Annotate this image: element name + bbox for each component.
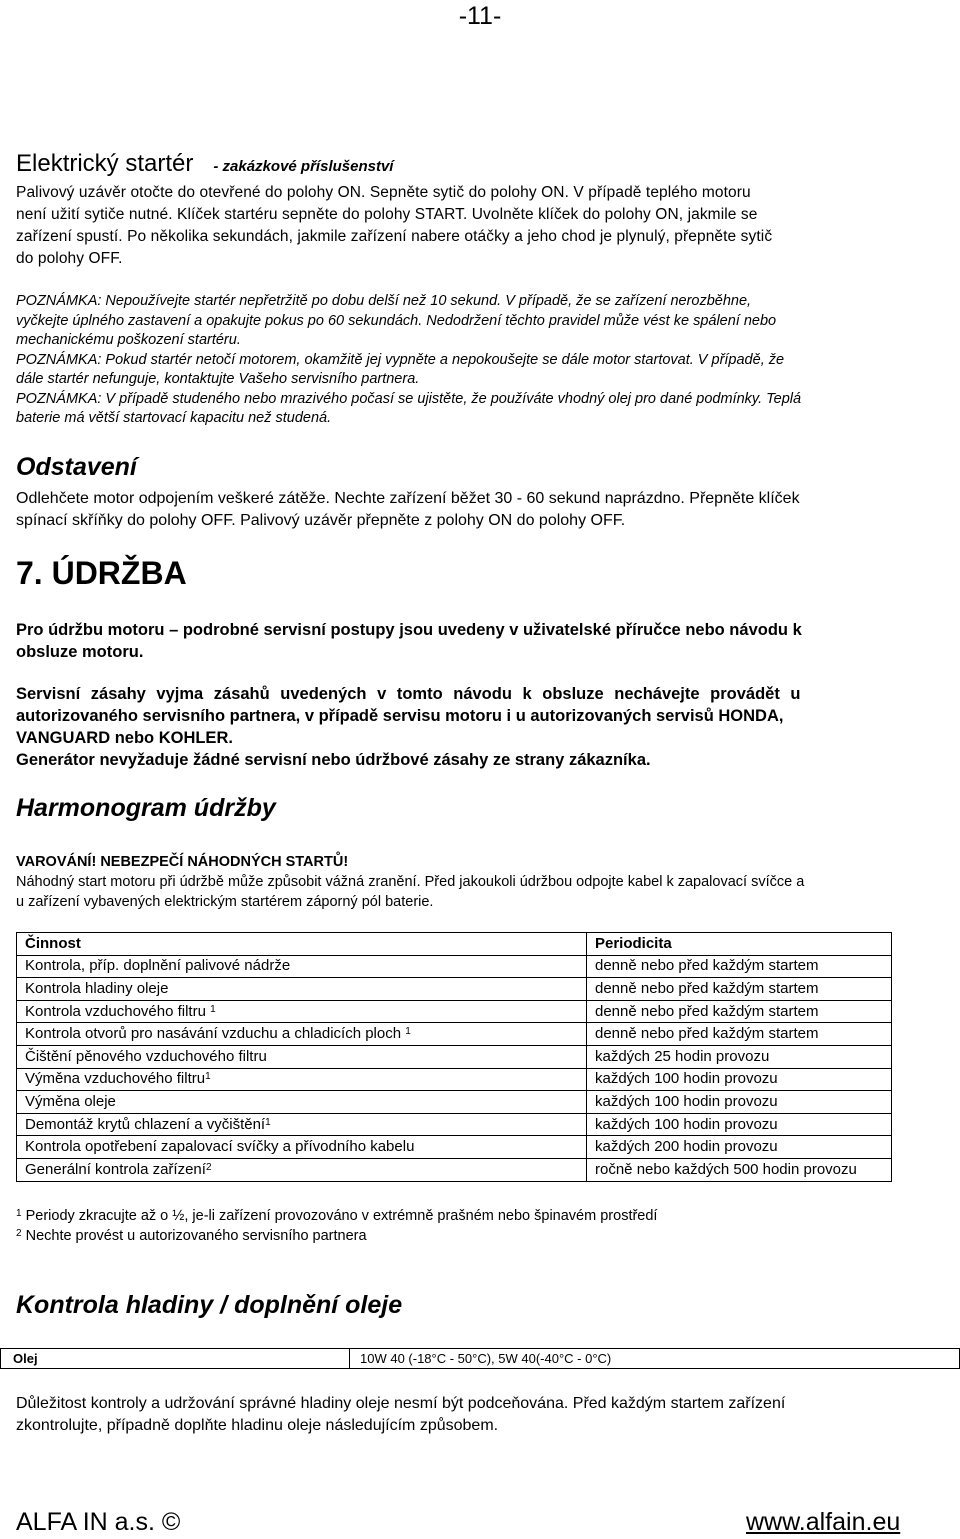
text-line: Důležitost kontroly a udržování správné hladiny oleje nesmí být podceňována. Před každým startem zařízení	[16, 1395, 786, 1412]
table-row	[17, 1113, 892, 1136]
oil-paragraph	[16, 1393, 956, 1437]
footnote-2: $^2$ Nechte provést u autorizovaného servisního partnera	[16, 1228, 367, 1244]
note-line: vyčkejte úplného zastavení a opakujte pokus po 60 sekundách. Nedodržení těchto pravidel může vést ke spálení nebo	[16, 312, 777, 329]
task-cell: Výměna oleje	[17, 1091, 587, 1114]
period-cell: denně nebo před každým startem	[587, 1000, 892, 1023]
task-cell: Kontrola otvorů pro nasávání vzduchu a chladicích ploch $^1$	[17, 1023, 587, 1046]
shutdown-paragraph	[16, 488, 956, 532]
table-row	[17, 1000, 892, 1023]
text-line: zařízení spustí. Po několika sekundách, jakmile zařízení nabere otáčky a jeho chod je plynulý, přepněte sytič	[16, 228, 773, 245]
text-line: zkontrolujte, případně doplňte hladinu oleje následujícím způsobem.	[16, 1417, 499, 1434]
schedule-heading: Harmonogram údržby	[16, 794, 276, 822]
text-line: u zařízení vybavených elektrickým startérem záporný pól baterie.	[16, 894, 434, 910]
shutdown-heading: Odstavení	[16, 453, 137, 481]
starter-subtitle: - zakázkové příslušenství	[213, 158, 394, 175]
footer-url-link[interactable]: www.alfain.eu	[746, 1508, 901, 1536]
service-paragraph	[16, 683, 956, 771]
note-line: POZNÁMKA: Nepoužívejte startér nepřetržitě po dobu delší než 10 sekund. V případě, že se zařízení nerozběhne,	[16, 293, 752, 309]
starter-title: Elektrický startér	[16, 150, 194, 177]
footer-company: ALFA IN a.s. ©	[16, 1508, 181, 1536]
page-number: -11-	[458, 2, 502, 30]
text-line: autorizovaného servisního partnera, v případě servisu motoru i u autorizovaných servisů HONDA,	[16, 707, 784, 725]
warning-block	[16, 852, 956, 912]
text-line: VANGUARD nebo KOHLER.	[16, 729, 233, 747]
task-cell: Čištění pěnového vzduchového filtru	[17, 1045, 587, 1068]
period-cell: denně nebo před každým startem	[587, 955, 892, 978]
text-line: Pro údržbu motoru – podrobné servisní postupy jsou uvedeny v uživatelské příručce nebo návodu k	[16, 621, 802, 639]
starter-notes	[16, 292, 956, 429]
table-row	[17, 1045, 892, 1068]
task-cell: Kontrola vzduchového filtru $^1$	[17, 1000, 587, 1023]
text-line: do polohy OFF.	[16, 250, 123, 267]
oil-value: 10W 40 (-18°C - 50°C), 5W 40(-40°C - 0°C)	[350, 1349, 960, 1369]
period-cell: ročně nebo každých 500 hodin provozu	[587, 1158, 892, 1181]
note-line: POZNÁMKA: V případě studeného nebo mrazivého počasí se ujistěte, že používáte vhodný olej pro dané podmínky. Teplá	[16, 390, 802, 407]
period-cell: denně nebo před každým startem	[587, 1023, 892, 1046]
task-cell: Výměna vzduchového filtru$^1$	[17, 1068, 587, 1091]
table-row	[17, 1068, 892, 1091]
table-row	[17, 955, 892, 978]
table-row	[1, 1349, 960, 1369]
note-line: dále startér nefunguje, kontaktujte Vašeho servisního partnera.	[16, 371, 420, 387]
period-cell: každých 200 hodin provozu	[587, 1136, 892, 1159]
task-cell: Kontrola, příp. doplnění palivové nádrže	[17, 955, 587, 978]
note-line: mechanickému poškození startéru.	[16, 332, 241, 348]
maintenance-intro	[16, 619, 956, 663]
oil-heading: Kontrola hladiny / doplnění oleje	[16, 1291, 403, 1319]
maintenance-table	[16, 932, 892, 1182]
warning-title: VAROVÁNÍ! NEBEZPEČÍ NÁHODNÝCH STARTŮ!	[16, 854, 349, 870]
period-cell: každých 100 hodin provozu	[587, 1091, 892, 1114]
table-row	[17, 1158, 892, 1181]
column-header-task: Činnost	[17, 933, 587, 956]
text-line: obsluze motoru.	[16, 643, 144, 661]
note-line: baterie má větší startovací kapacitu než studená.	[16, 410, 332, 426]
column-header-period: Periodicita	[587, 933, 892, 956]
maintenance-heading: 7. ÚDRŽBA	[16, 555, 187, 591]
footnotes	[16, 1206, 956, 1246]
text-line: Servisní zásahy vyjma zásahů uvedených v tomto návodu k obsluze nechávejte provádět u	[16, 685, 801, 703]
task-cell: Demontáž krytů chlazení a vyčištění$^1$	[17, 1113, 587, 1136]
period-cell: každých 100 hodin provozu	[587, 1113, 892, 1136]
text-line: Náhodný start motoru při údržbě může způsobit vážná zranění. Před jakoukoli údržbou odpojte kabel k zapalovací svíčce a	[16, 874, 805, 890]
oil-label: Olej	[1, 1349, 350, 1369]
table-row	[17, 1091, 892, 1114]
text-line: Palivový uzávěr otočte do otevřené do polohy ON. Sepněte sytič do polohy ON. V případě teplého motoru	[16, 184, 751, 201]
task-cell: Kontrola hladiny oleje	[17, 978, 587, 1001]
starter-heading	[16, 150, 393, 178]
text-line: Odlehčete motor odpojením veškeré zátěže. Nechte zařízení běžet 30 - 60 sekund naprázdno. Přepněte klíček	[16, 490, 800, 507]
note-line: POZNÁMKA: Pokud startér netočí motorem, okamžitě jej vypněte a nepokoušejte se dále motor startovat. V případě, že	[16, 351, 785, 368]
text-line: spínací skříňky do polohy OFF. Palivový uzávěr přepněte z polohy ON do polohy OFF.	[16, 512, 626, 529]
table-row	[17, 978, 892, 1001]
task-cell: Generální kontrola zařízení$^2$	[17, 1158, 587, 1181]
period-cell: každých 25 hodin provozu	[587, 1045, 892, 1068]
text-line: Generátor nevyžaduje žádné servisní nebo údržbové zásahy ze strany zákazníka.	[16, 751, 651, 769]
starter-paragraph	[16, 182, 956, 270]
table-row	[17, 1023, 892, 1046]
task-cell: Kontrola opotřebení zapalovací svíčky a přívodního kabelu	[17, 1136, 587, 1159]
text-line: není užití sytiče nutné. Klíček startéru sepněte do polohy START. Uvolněte klíček do polohy ON, jakmile se	[16, 206, 758, 223]
footnote-1: $^1$ Periody zkracujte až o ½, je-li zařízení provozováno v extrémně prašném nebo špinavém prostředí	[16, 1208, 658, 1224]
table-row	[17, 1136, 892, 1159]
period-cell: denně nebo před každým startem	[587, 978, 892, 1001]
period-cell: každých 100 hodin provozu	[587, 1068, 892, 1091]
oil-table	[0, 1348, 960, 1369]
table-header-row	[17, 933, 892, 956]
